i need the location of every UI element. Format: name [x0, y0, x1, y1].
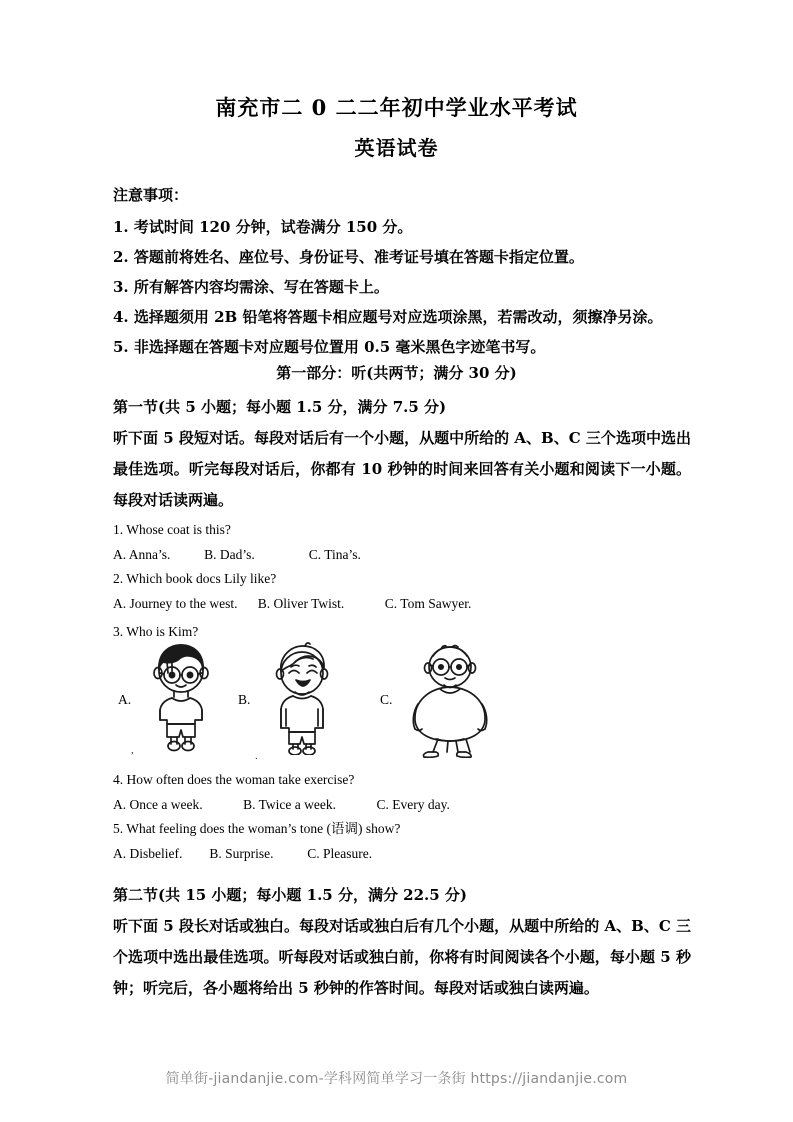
- notice-item-2: 2. 答题前将姓名、座位号、身份证号、准考证号填在答题卡指定位置。: [113, 248, 584, 266]
- question-2-options[interactable]: A. Journey to the west. B. Oliver Twist. C. Tom Sawyer.: [113, 595, 472, 611]
- question-3-picture-options: [113, 640, 713, 760]
- section-one: [113, 392, 691, 516]
- question-1-options[interactable]: A. Anna’s. B. Dad’s. C. Tina’s.: [113, 546, 361, 562]
- smiling-boy-with-spiky-hair-icon: [265, 640, 337, 755]
- section-two: [113, 880, 691, 1004]
- question-2-stem: 2. Which book docs Lily like?: [113, 571, 277, 586]
- question-1-stem: 1. Whose coat is this?: [113, 522, 231, 537]
- section-two-title: 第二节(共 15 小题；每小题 1.5 分，满分 22.5 分): [113, 886, 468, 904]
- section-one-title: 第一节(共 5 小题；每小题 1.5 分，满分 7.5 分): [113, 398, 447, 416]
- page-subtitle: 英语试卷: [354, 136, 439, 160]
- stray-scan-mark-a: ,: [131, 744, 134, 756]
- picture-option-a-label: A.: [118, 692, 132, 707]
- notice-item-4: 4. 选择题须用 2B 铅笔将答题卡相应题号对应选项涂黑，若需改动，须擦净另涂。: [113, 308, 663, 326]
- section-two-description: 听下面 5 段长对话或独白。每段对话或独白后有几个小题，从题中所给的 A、B、C 三个选项中选出最佳选项。听每段对话或独白前，你将有时间阅读各个小题，每小题 5 秒钟；听完后，各小题将给出 5 秒钟的作答时间。每段对话或独白读两遍。: [113, 917, 691, 997]
- picture-option-b-label: B.: [238, 692, 251, 707]
- notice-section: [113, 180, 691, 362]
- heavyset-person-with-glasses-icon: [400, 640, 500, 758]
- question-group-1-2: [113, 518, 713, 616]
- notice-item-5: 5. 非选择题在答题卡对应题号位置用 0.5 毫米黑色字迹笔书写。: [113, 338, 546, 356]
- part-one-heading: 第一部分：听(共两节；满分 30 分): [276, 364, 517, 382]
- notice-heading: 注意事项：: [113, 186, 189, 204]
- page-title: 南充市二 0 二二年初中学业水平考试: [215, 95, 578, 120]
- question-4-options[interactable]: A. Once a week. B. Twice a week. C. Every day.: [113, 796, 450, 812]
- question-5-stem: 5. What feeling does the woman’s tone (语调) show?: [113, 821, 401, 836]
- section-one-description: 听下面 5 段短对话。每段对话后有一个小题，从题中所给的 A、B、C 三个选项中选出最佳选项。听完每段对话后，你都有 10 秒钟的时间来回答有关小题和阅读下一小题。每段对话读两遍。: [113, 429, 691, 509]
- notice-item-1: 1. 考试时间 120 分钟，试卷满分 150 分。: [113, 218, 413, 236]
- picture-option-c-label: C.: [380, 692, 393, 707]
- question-3-stem: 3. Who is Kim?: [113, 624, 199, 639]
- notice-item-3: 3. 所有解答内容均需涂、写在答题卡上。: [113, 278, 389, 296]
- stray-scan-mark-b: .: [255, 750, 258, 762]
- question-group-4-5: [113, 768, 713, 866]
- question-4-stem: 4. How often does the woman take exercise?: [113, 772, 355, 787]
- picture-option-c[interactable]: [375, 640, 565, 760]
- child-with-bowl-haircut-and-round-glasses-icon: [145, 640, 217, 752]
- footer-watermark: 简单街-jiandanjie.com-学科网简单学习一条街 https://jiandanjie.com: [165, 1071, 628, 1087]
- question-5-options[interactable]: A. Disbelief. B. Surprise. C. Pleasure.: [113, 845, 373, 861]
